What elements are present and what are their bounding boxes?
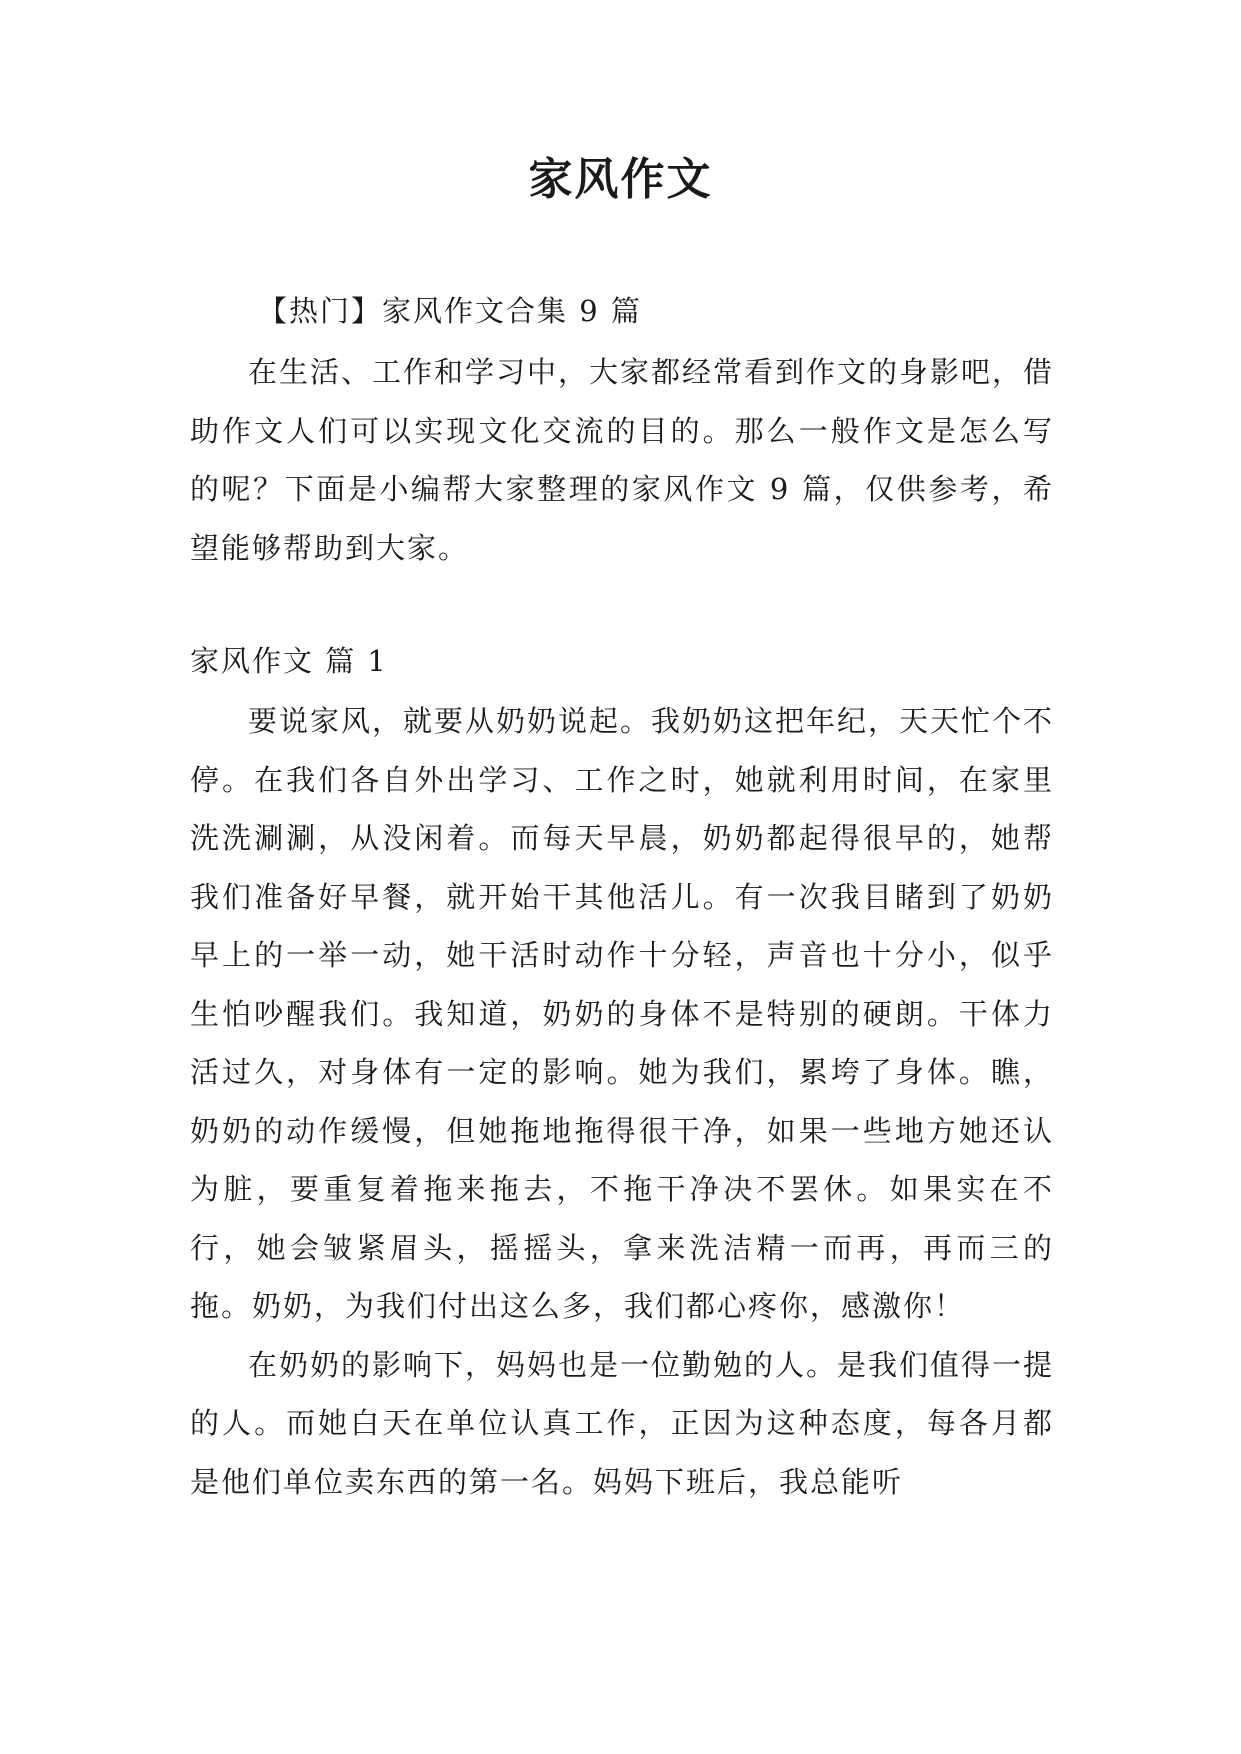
document-title: 家风作文 bbox=[528, 154, 713, 205]
section-body bbox=[190, 692, 1054, 1511]
body-paragraph-2: 在奶奶的影响下，妈妈也是一位勤勉的人。是我们值得一提的人。而她白天在单位认真工作，正因为这种态度，每各月都是他们单位卖东西的第一名。妈妈下班后，我总能听 bbox=[190, 1347, 1055, 1499]
intro-paragraph: 在生活、工作和学习中，大家都经常看到作文的身影吧，借助作文人们可以实现文化交流的目的。那么一般作文是怎么写的呢？下面是小编帮大家整理的家风作文 9 篇，仅供参考，希望能够帮助到大家。 bbox=[190, 355, 1055, 565]
document-subtitle: 【热门】家风作文合集 9 篇 bbox=[258, 294, 642, 328]
section-heading: 家风作文 篇 1 bbox=[190, 644, 388, 678]
body-paragraph-1: 要说家风，就要从奶奶说起。我奶奶这把年纪，天天忙个不停。在我们各自外出学习、工作之时，她就利用时间，在家里洗洗涮涮，从没闲着。而每天早晨，奶奶都起得很早的，她帮我们准备好早餐，就开始干其他活儿。有一次我目睹到了奶奶早上的一举一动，她干活时动作十分轻，声音也十分小，似乎生怕吵醒我们。我知道，奶奶的身体不是特别的硬朗。干体力活过久，对身体有一定的影响。她为我们，累垮了身体。瞧，奶奶的动作缓慢，但她拖地拖得很干净，如果一些地方她还认为脏，要重复着拖来拖去，不拖干净决不罢休。如果实在不行，她会皱紧眉头，摇摇头，拿来洗洁精一而再，再而三的拖。奶奶，为我们付出这么多，我们都心疼你，感激你！ bbox=[190, 704, 1055, 1323]
intro-block bbox=[190, 343, 1054, 577]
